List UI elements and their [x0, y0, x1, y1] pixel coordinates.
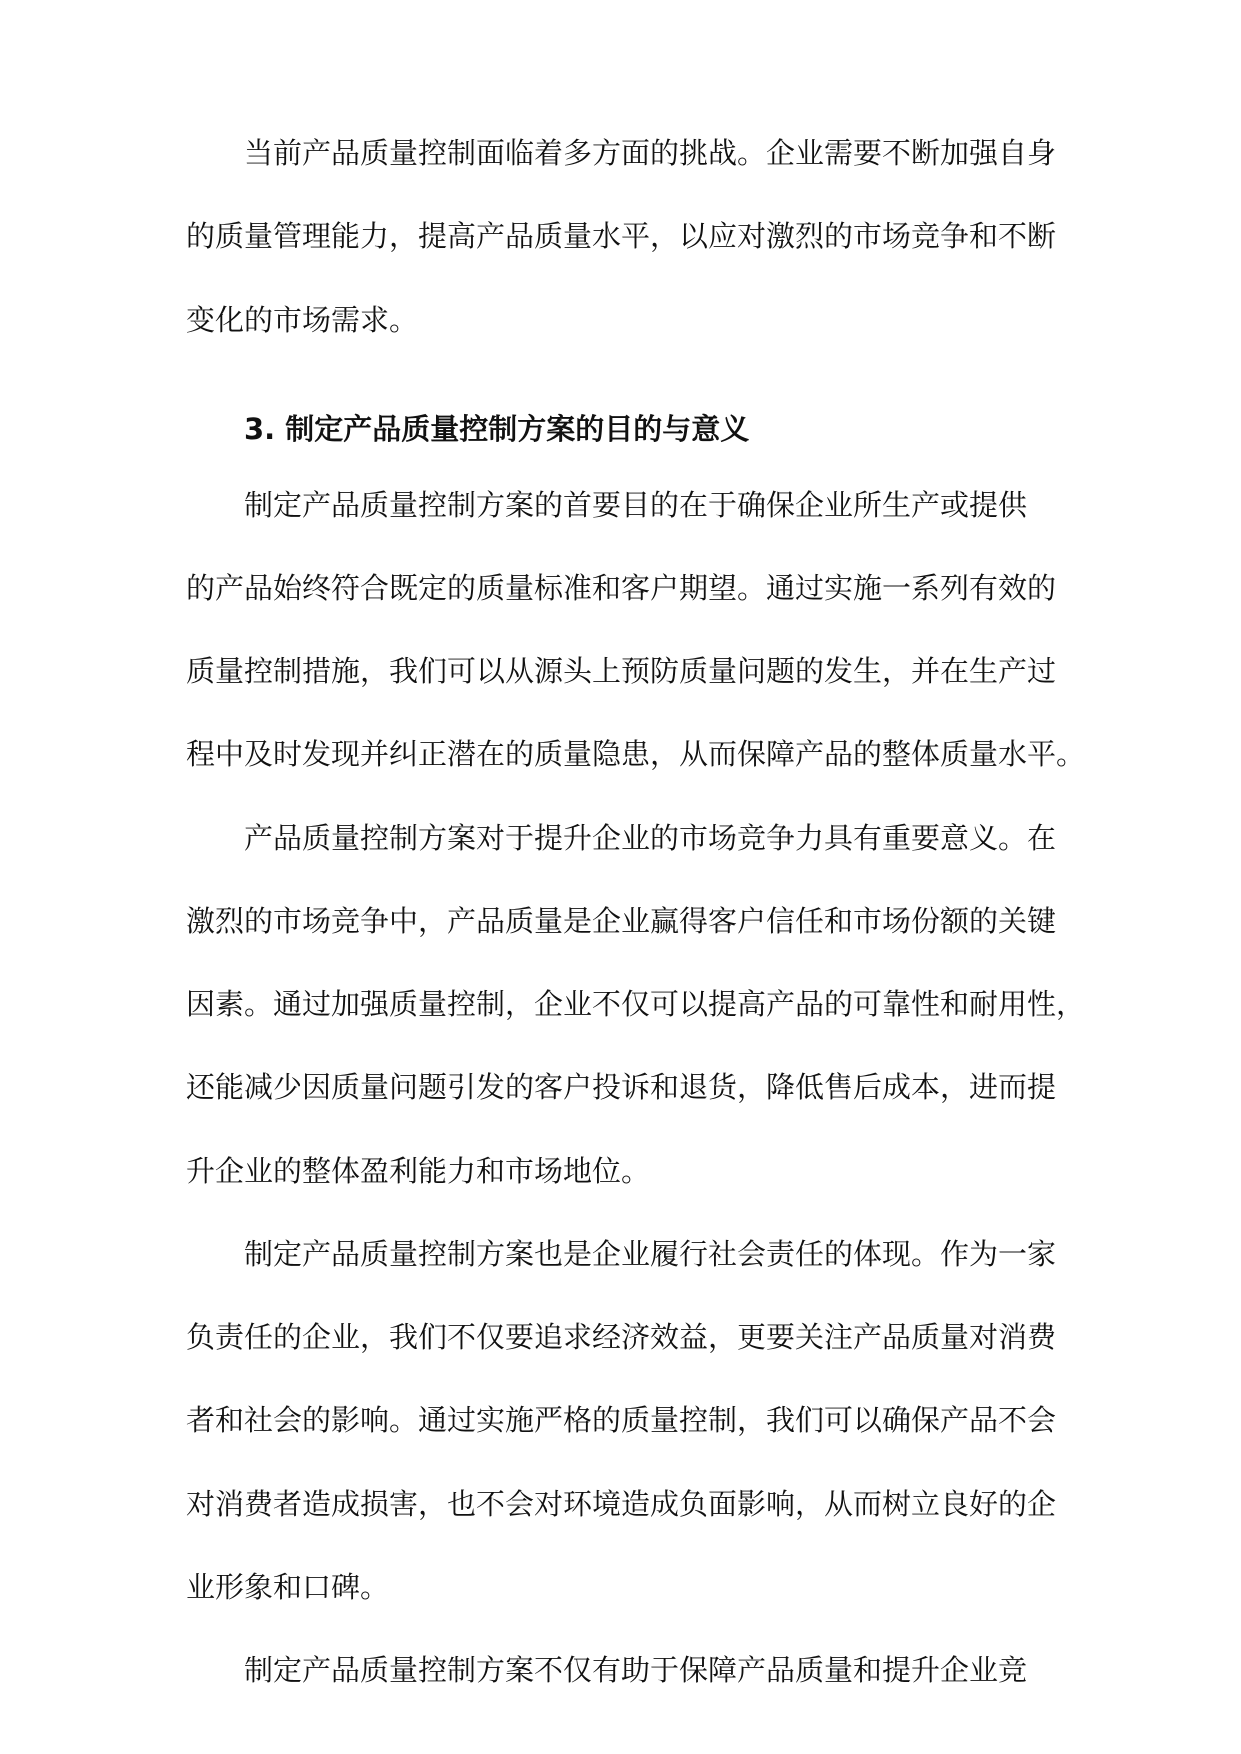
paragraph-line: 业形象和口碑。 — [186, 1570, 390, 1604]
paragraph-line: 的质量管理能力，提高产品质量水平，以应对激烈的市场竞争和不断 — [186, 219, 1057, 253]
paragraph-line: 因素。通过加强质量控制，企业不仅可以提高产品的可靠性和耐用性， — [186, 987, 1086, 1021]
paragraph-line: 的产品始终符合既定的质量标准和客户期望。通过实施一系列有效的 — [186, 571, 1057, 605]
paragraph-line: 质量控制措施，我们可以从源头上预防质量问题的发生，并在生产过 — [186, 654, 1057, 688]
section-heading: 3. 制定产品质量控制方案的目的与意义 — [244, 412, 750, 446]
paragraph-line: 当前产品质量控制面临着多方面的挑战。企业需要不断加强自身 — [244, 136, 1057, 170]
paragraph-line: 激烈的市场竞争中，产品质量是企业赢得客户信任和市场份额的关键 — [186, 904, 1057, 938]
paragraph-line: 负责任的企业，我们不仅要追求经济效益，更要关注产品质量对消费 — [186, 1320, 1057, 1354]
paragraph-line: 制定产品质量控制方案也是企业履行社会责任的体现。作为一家 — [244, 1237, 1057, 1271]
paragraph-line: 对消费者造成损害，也不会对环境造成负面影响，从而树立良好的企 — [186, 1487, 1057, 1521]
paragraph-line: 产品质量控制方案对于提升企业的市场竞争力具有重要意义。在 — [244, 821, 1057, 855]
paragraph-line: 变化的市场需求。 — [186, 303, 419, 337]
paragraph-line: 升企业的整体盈利能力和市场地位。 — [186, 1154, 651, 1188]
paragraph-line: 者和社会的影响。通过实施严格的质量控制，我们可以确保产品不会 — [186, 1403, 1057, 1437]
paragraph-line: 程中及时发现并纠正潜在的质量隐患，从而保障产品的整体质量水平。 — [186, 737, 1086, 771]
paragraph-line: 制定产品质量控制方案的首要目的在于确保企业所生产或提供 — [244, 488, 1028, 522]
paragraph-line: 制定产品质量控制方案不仅有助于保障产品质量和提升企业竞 — [244, 1653, 1028, 1687]
paragraph-line: 还能减少因质量问题引发的客户投诉和退货，降低售后成本，进而提 — [186, 1070, 1057, 1104]
